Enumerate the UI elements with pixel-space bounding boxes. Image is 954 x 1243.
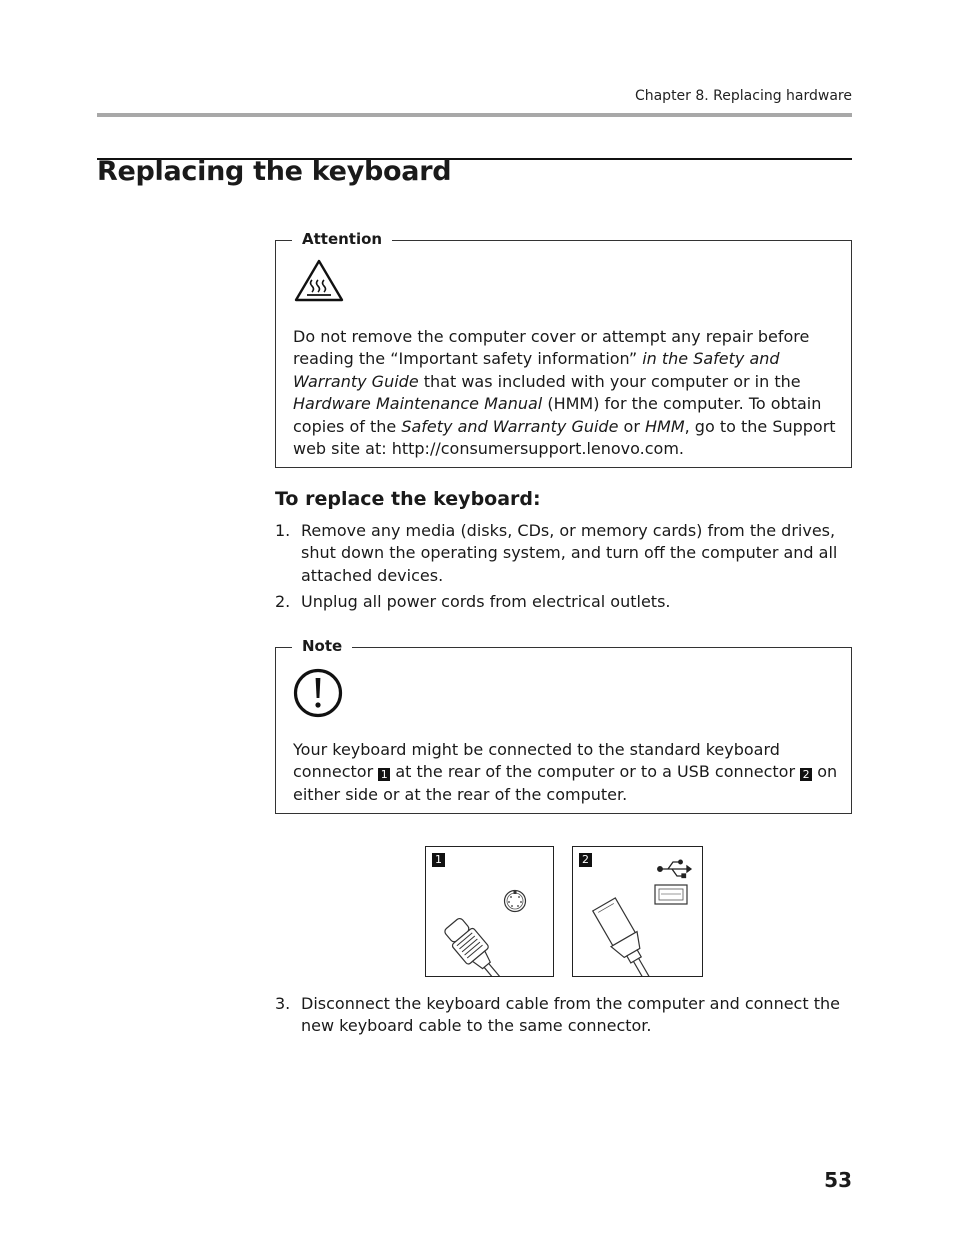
callout-badge: 1 [378, 768, 390, 781]
hot-surface-warning-icon [293, 258, 345, 308]
usb-connector-figure [572, 846, 703, 977]
procedure-heading: To replace the keyboard: [275, 488, 541, 510]
note-text: Your keyboard might be connected to the standard keyboard connector 1 at the rear of the computer or to a USB connector 2 on either side or at the rear of the computer. [293, 740, 838, 804]
attention-label: Attention [292, 230, 392, 248]
step-text: Disconnect the keyboard cable from the computer and connect the new keyboard cable to the same connector. [301, 994, 840, 1036]
figure-badge: 2 [579, 853, 592, 867]
running-header: Chapter 8. Replacing hardware [634, 88, 852, 104]
header-divider [97, 113, 852, 117]
step-number: 1. [275, 521, 291, 540]
exclamation-circle-icon [293, 668, 345, 722]
attention-text: Do not remove the computer cover or attempt any repair before reading the “Important safety information” in the Safety and Warranty Guide that was included with your computer or in the Hardware Maintenance Manual (HMM) for the computer. To obtain copies of the Safety and Warranty Guide or HMM, go to the Support web site at: http://consumersupport.lenovo.com. [293, 327, 836, 459]
note-label: Note [292, 637, 352, 655]
ps2-keyboard-connector-icon [426, 847, 553, 980]
note-box [275, 637, 852, 814]
step-text: Unplug all power cords from electrical outlets. [301, 592, 671, 611]
page-number: 53 [824, 1168, 852, 1192]
figure-badge: 1 [432, 853, 445, 867]
step-number: 2. [275, 592, 291, 611]
page-title: Replacing the keyboard [97, 156, 452, 187]
step-number: 3. [275, 994, 291, 1013]
callout-badge: 2 [800, 768, 812, 781]
ps2-connector-figure [425, 846, 554, 977]
attention-box [275, 230, 852, 468]
usb-connector-icon [573, 847, 702, 980]
step-text: Remove any media (disks, CDs, or memory cards) from the drives, shut down the operating system, and turn off the computer and all attached devices. [301, 521, 838, 585]
